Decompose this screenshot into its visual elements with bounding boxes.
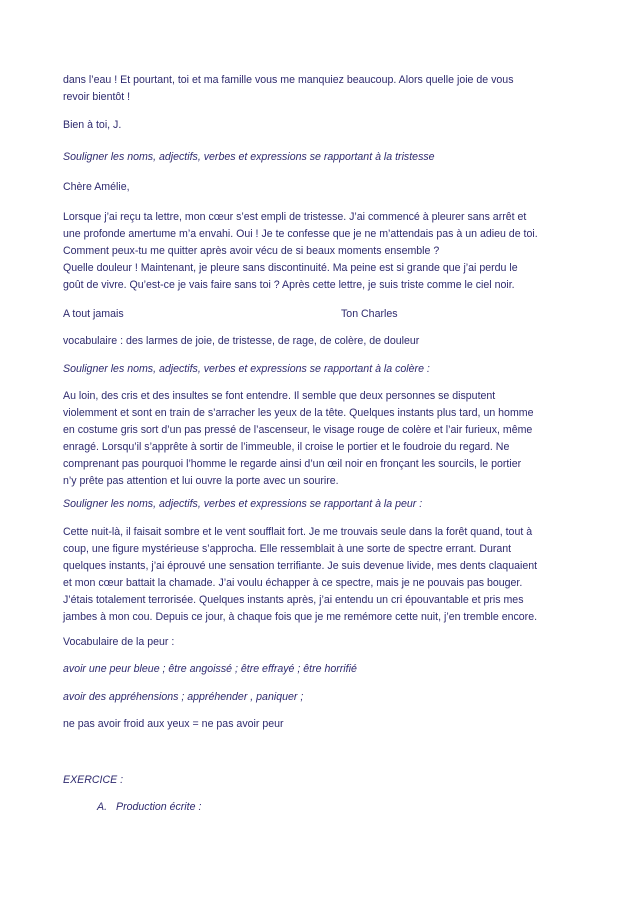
text-line: Lorsque j’ai reçu ta lettre, mon cœur s’est empli de tristesse. J’ai commencé à pleurer sans arrêt et (63, 211, 527, 223)
text-line: revoir bientôt ! (63, 91, 131, 103)
text-line: J’étais totalement terrorisée. Quelques instants après, j’ai entendu un cri épouvantable et pris mes (63, 594, 524, 606)
text-line: et mon cœur battait la chamade. J’ai voulu échapper à ce spectre, mais je ne pouvais pas bouger. (63, 577, 523, 589)
text-line: Au loin, des cris et des insultes se font entendre. Il semble que deux personnes se disputent (63, 390, 496, 402)
fear-instruction: Souligner les noms, adjectifs, verbes et expressions se rapportant à la peur : (63, 498, 423, 510)
anger-paragraph (63, 388, 573, 490)
text-line: dans l’eau ! Et pourtant, toi et ma famille vous me manquiez beaucoup. Alors quelle joie de vous (63, 74, 514, 86)
fear-vocab-title: Vocabulaire de la peur : (63, 636, 175, 648)
text-line: quelques instants, j’ai éprouvé une sensation terrifiante. Je suis devenue livide, mes dents claquaient (63, 560, 538, 572)
text-line: Quelle douleur ! Maintenant, je pleure sans discontinuité. Ma peine est si grande que j’ai perdu le (63, 262, 518, 274)
text-line: n’y prête pas attention et lui ouvre la porte avec un sourire. (63, 475, 339, 487)
sadness-vocabulary: vocabulaire : des larmes de joie, de tristesse, de rage, de colère, de douleur (63, 335, 420, 347)
text-line: coup, une figure mystérieuse s’approcha. Elle ressemblait à une sorte de spectre errant. Durant (63, 543, 512, 555)
text-line: Cette nuit-là, il faisait sombre et le vent soufflait fort. Je me trouvais seule dans la forêt quand, tout à (63, 526, 533, 538)
fear-paragraph (63, 524, 573, 626)
text-line: enragé. Lorsqu’il s’apprête à sortir de l’immeuble, il croise le portier et le foudroie du regard. Ne (63, 441, 510, 453)
fear-vocab-line: avoir une peur bleue ; être angoissé ; être effrayé ; être horrifié (63, 663, 357, 675)
exercise-title: EXERCICE : (63, 774, 124, 786)
text-line: violemment et sont en train de s’arracher les yeux de la tête. Quelques instants plus tard, un homme (63, 407, 534, 419)
anger-instruction: Souligner les noms, adjectifs, verbes et expressions se rapportant à la colère : (63, 363, 430, 375)
text-line: Comment peux-tu me quitter après avoir vécu de si beaux moments ensemble ? (63, 245, 440, 257)
text-line: comprenant pas pourquoi l’homme le regarde ainsi d’un œil noir en fronçant les sourcils, le portier (63, 458, 522, 470)
fear-vocab-line: ne pas avoir froid aux yeux = ne pas avoir peur (63, 718, 284, 730)
letter1-closing: Bien à toi, J. (63, 119, 122, 131)
exercise-item-label: Production écrite : (116, 801, 202, 813)
sadness-paragraph-2 (63, 260, 573, 294)
letter2-signoff: A tout jamais (63, 308, 124, 320)
fear-vocab-line: avoir des appréhensions ; appréhender , paniquer ; (63, 691, 304, 703)
text-line: jambes à mon cou. Depuis ce jour, à chaque fois que je me remémore cette nuit, j’en tremble encore. (63, 611, 538, 623)
letter2-signature: Ton Charles (341, 308, 398, 320)
sadness-paragraph-1 (63, 209, 573, 260)
sadness-instruction: Souligner les noms, adjectifs, verbes et expressions se rapportant à la tristesse (63, 151, 435, 163)
text-line: en costume gris sort d’un pas pressé de l’ascenseur, le visage rouge de colère et l’air furieux, même (63, 424, 533, 436)
text-line: goût de vivre. Qu’est-ce je vais faire sans toi ? Après cette lettre, je suis triste comme le ciel noir. (63, 279, 515, 291)
letter1-paragraph (63, 72, 573, 106)
text-line: une profonde amertume m’a envahi. Oui ! Je te confesse que je ne m’attendais pas à un adieu de toi. (63, 228, 538, 240)
letter2-greeting: Chère Amélie, (63, 181, 130, 193)
exercise-item-letter: A. (97, 801, 108, 813)
